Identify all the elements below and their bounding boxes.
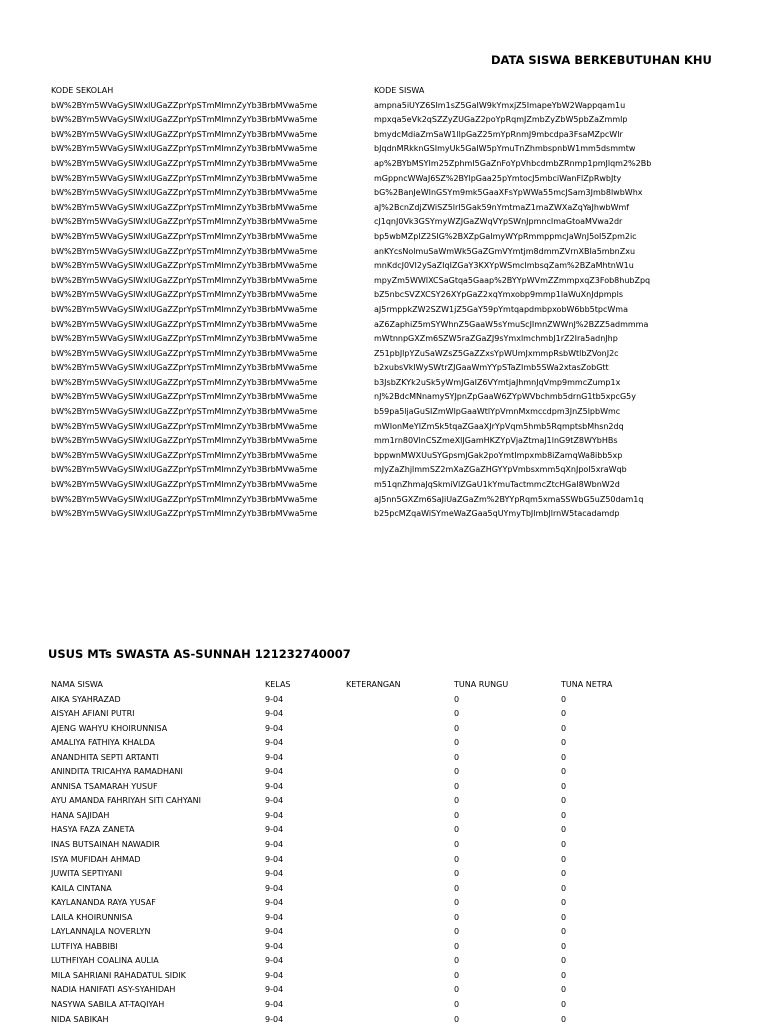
table-row bbox=[51, 693, 671, 708]
cell-nama-siswa: ANNISA TSAMARAH YUSUF bbox=[51, 781, 158, 791]
cell-tuna-netra: 0 bbox=[561, 898, 567, 908]
kode-siswa-cell: cJ1qnJ0Vk3GSYmyWZJGaZWqVYpSWnJpmncImaGtoaMVwa2dr bbox=[374, 217, 623, 227]
cell-tuna-netra: 0 bbox=[561, 723, 567, 733]
table-row bbox=[51, 867, 671, 882]
cell-nama-siswa: HASYA FAZA ZANETA bbox=[51, 825, 135, 835]
header-tuna-netra: TUNA NETRA bbox=[561, 680, 613, 689]
kode-siswa-cell: mJyZaZhjlmmSZ2mXaZGaZHGYYpVmbsxmm5qXnJpoI5xraWqb bbox=[374, 465, 627, 475]
cell-tuna-rungu: 0 bbox=[454, 883, 460, 893]
kode-sekolah-cell: bW%2BYm5WVaGySIWxlUGaZZprYpSTmMImnZyYb3BrbMVwa5me bbox=[51, 158, 318, 168]
cell-kelas: 9-04 bbox=[265, 927, 284, 937]
cell-kelas: 9-04 bbox=[265, 723, 284, 733]
cell-tuna-netra: 0 bbox=[561, 796, 567, 806]
cell-keterangan bbox=[346, 794, 454, 809]
table-row bbox=[51, 896, 671, 911]
student-table-header-row bbox=[51, 678, 671, 693]
cell-nama-siswa: LAILA KHOIRUNNISA bbox=[51, 912, 133, 922]
cell-keterangan bbox=[346, 823, 454, 838]
cell-nama-siswa: AISYAH AFIANI PUTRI bbox=[51, 709, 135, 719]
cell-keterangan bbox=[346, 780, 454, 795]
kode-sekolah-cell: bW%2BYm5WVaGySIWxlUGaZZprYpSTmMImnZyYb3BrbMVwa5me bbox=[51, 465, 318, 475]
kode-siswa-cell: m51qnZhmaJqSkmiVlZGaU1kYmuTactmmcZtcHGaI8WbnW2d bbox=[374, 480, 620, 490]
kode-sekolah-cell: bW%2BYm5WVaGySIWxlUGaZZprYpSTmMImnZyYb3BrbMVwa5me bbox=[51, 144, 318, 154]
kode-siswa-cell: b3JsbZKYk2uSk5yWmJGaIZ6VYmtjaJhmnJqVmp9mmcZump1x bbox=[374, 377, 621, 387]
kode-sekolah-cell: bW%2BYm5WVaGySIWxlUGaZZprYpSTmMImnZyYb3BrbMVwa5me bbox=[51, 290, 318, 300]
cell-tuna-netra: 0 bbox=[561, 854, 567, 864]
kode-sekolah-cell: bW%2BYm5WVaGySIWxlUGaZZprYpSTmMImnZyYb3BrbMVwa5me bbox=[51, 246, 318, 256]
kode-sekolah-cell: bW%2BYm5WVaGySIWxlUGaZZprYpSTmMImnZyYb3BrbMVwa5me bbox=[51, 392, 318, 402]
cell-tuna-netra: 0 bbox=[561, 956, 567, 966]
table-row bbox=[51, 911, 671, 926]
table-row bbox=[51, 722, 671, 737]
kode-sekolah-list bbox=[51, 99, 351, 522]
cell-keterangan bbox=[346, 867, 454, 882]
table-row bbox=[51, 751, 671, 766]
cell-tuna-netra: 0 bbox=[561, 781, 567, 791]
table-row bbox=[51, 940, 671, 955]
cell-tuna-netra: 0 bbox=[561, 927, 567, 937]
cell-keterangan bbox=[346, 998, 454, 1013]
document-title: DATA SISWA BERKEBUTUHAN KHU bbox=[491, 53, 712, 67]
kode-sekolah-cell: bW%2BYm5WVaGySIWxlUGaZZprYpSTmMImnZyYb3BrbMVwa5me bbox=[51, 319, 318, 329]
cell-kelas: 9-04 bbox=[265, 810, 284, 820]
table-row bbox=[51, 925, 671, 940]
kode-siswa-column bbox=[374, 84, 704, 522]
kode-sekolah-cell: bW%2BYm5WVaGySIWxlUGaZZprYpSTmMImnZyYb3BrbMVwa5me bbox=[51, 202, 318, 212]
cell-tuna-netra: 0 bbox=[561, 1000, 567, 1010]
cell-kelas: 9-04 bbox=[265, 854, 284, 864]
kode-siswa-cell: ampna5iUYZ6SIm1sZ5GaIW9kYmxjZ5ImapeYbW2Wappqam1u bbox=[374, 100, 626, 110]
cell-keterangan bbox=[346, 736, 454, 751]
kode-sekolah-cell: bW%2BYm5WVaGySIWxlUGaZZprYpSTmMImnZyYb3BrbMVwa5me bbox=[51, 100, 318, 110]
kode-siswa-cell: bJqdnMRkknGSImyUk5GaIW5pYmuTnZhmbspnbW1mm5dsmmtw bbox=[374, 144, 636, 154]
cell-tuna-netra: 0 bbox=[561, 810, 567, 820]
cell-tuna-rungu: 0 bbox=[454, 694, 460, 704]
cell-kelas: 9-04 bbox=[265, 694, 284, 704]
cell-tuna-rungu: 0 bbox=[454, 854, 460, 864]
cell-tuna-rungu: 0 bbox=[454, 912, 460, 922]
table-row bbox=[51, 780, 671, 795]
header-tuna-rungu: TUNA RUNGU bbox=[454, 680, 509, 689]
cell-keterangan bbox=[346, 911, 454, 926]
table-row bbox=[51, 983, 671, 998]
kode-sekolah-cell: bW%2BYm5WVaGySIWxlUGaZZprYpSTmMImnZyYb3BrbMVwa5me bbox=[51, 173, 318, 183]
cell-tuna-rungu: 0 bbox=[454, 985, 460, 995]
cell-kelas: 9-04 bbox=[265, 1014, 284, 1024]
cell-nama-siswa: AIKA SYAHRAZAD bbox=[51, 694, 121, 704]
cell-tuna-netra: 0 bbox=[561, 883, 567, 893]
table-row bbox=[51, 882, 671, 897]
kode-siswa-cell: Z51pbJlpYZuSaWZsZ5GaZZxsYpWUmJxmmpRsbWtlbZVonJ2c bbox=[374, 348, 619, 358]
cell-kelas: 9-04 bbox=[265, 883, 284, 893]
cell-keterangan bbox=[346, 838, 454, 853]
cell-nama-siswa: ANINDITA TRICAHYA RAMADHANI bbox=[51, 767, 183, 777]
cell-tuna-rungu: 0 bbox=[454, 796, 460, 806]
cell-keterangan bbox=[346, 983, 454, 998]
kode-siswa-cell: bppwnMWXUuSYGpsmJGak2poYmtImpxmb8iZamqWa8ibb5xp bbox=[374, 450, 623, 460]
kode-sekolah-cell: bW%2BYm5WVaGySIWxlUGaZZprYpSTmMImnZyYb3BrbMVwa5me bbox=[51, 348, 318, 358]
cell-nama-siswa: NIDA SABIKAH bbox=[51, 1014, 109, 1024]
cell-nama-siswa: AJENG WAHYU KHOIRUNNISA bbox=[51, 723, 168, 733]
kode-siswa-cell: ap%2BYbMSYIm25ZphmI5GaZnFoYpVhbcdmbZRnmp1pmJlqm2%2Bb bbox=[374, 158, 652, 168]
cell-keterangan bbox=[346, 809, 454, 824]
cell-nama-siswa: INAS BUTSAINAH NAWADIR bbox=[51, 840, 160, 850]
student-table bbox=[51, 678, 671, 1024]
kode-siswa-header: KODE SISWA bbox=[374, 86, 425, 95]
cell-tuna-rungu: 0 bbox=[454, 970, 460, 980]
kode-siswa-cell: bp5wbMZpIZ2SIG%2BXZpGaImyWYpRmmppmcJaWnJ5oI5Zpm2ic bbox=[374, 231, 637, 241]
table-row bbox=[51, 707, 671, 722]
cell-tuna-rungu: 0 bbox=[454, 810, 460, 820]
cell-kelas: 9-04 bbox=[265, 869, 284, 879]
cell-nama-siswa: NADIA HANIFATI ASY-SYAHIDAH bbox=[51, 985, 176, 995]
cell-tuna-netra: 0 bbox=[561, 767, 567, 777]
cell-nama-siswa: AYU AMANDA FAHRIYAH SITI CAHYANI bbox=[51, 796, 201, 806]
kode-sekolah-cell: bW%2BYm5WVaGySIWxlUGaZZprYpSTmMImnZyYb3BrbMVwa5me bbox=[51, 436, 318, 446]
cell-keterangan bbox=[346, 925, 454, 940]
kode-siswa-cell: aJ5nn5GXZm6SaJiUaZGaZm%2BYYpRqm5xmaSSWbG5uZ50dam1q bbox=[374, 494, 644, 504]
kode-sekolah-cell: bW%2BYm5WVaGySIWxlUGaZZprYpSTmMImnZyYb3BrbMVwa5me bbox=[51, 275, 318, 285]
cell-kelas: 9-04 bbox=[265, 709, 284, 719]
cell-tuna-netra: 0 bbox=[561, 738, 567, 748]
cell-tuna-netra: 0 bbox=[561, 912, 567, 922]
kode-sekolah-cell: bW%2BYm5WVaGySIWxlUGaZZprYpSTmMImnZyYb3BrbMVwa5me bbox=[51, 231, 318, 241]
cell-keterangan bbox=[346, 896, 454, 911]
header-keterangan: KETERANGAN bbox=[346, 680, 401, 689]
cell-keterangan bbox=[346, 940, 454, 955]
header-nama-siswa: NAMA SISWA bbox=[51, 680, 103, 689]
kode-siswa-cell: mWIonMeYIZmSk5tqaZGaaXJrYpVqm5hmb5RqmptsbMhsn2dq bbox=[374, 421, 624, 431]
kode-siswa-list bbox=[374, 99, 704, 522]
cell-tuna-rungu: 0 bbox=[454, 709, 460, 719]
cell-keterangan bbox=[346, 693, 454, 708]
cell-kelas: 9-04 bbox=[265, 825, 284, 835]
table-row bbox=[51, 969, 671, 984]
cell-nama-siswa: KAYLANANDA RAYA YUSAF bbox=[51, 898, 156, 908]
cell-kelas: 9-04 bbox=[265, 767, 284, 777]
table-row bbox=[51, 954, 671, 969]
cell-tuna-rungu: 0 bbox=[454, 1000, 460, 1010]
kode-sekolah-cell: bW%2BYm5WVaGySIWxlUGaZZprYpSTmMImnZyYb3BrbMVwa5me bbox=[51, 129, 318, 139]
kode-siswa-cell: mWtnnpGXZm6SZW5raZGaZJ9sYmxlmchmbJ1rZ2Ira5adnJhp bbox=[374, 334, 618, 344]
cell-nama-siswa: MILA SAHRIANI RAHADATUL SIDIK bbox=[51, 970, 186, 980]
cell-nama-siswa: LUTFIYA HABBIBI bbox=[51, 941, 118, 951]
table-row bbox=[51, 794, 671, 809]
kode-siswa-cell: aZ6ZaphiZ5mSYWhnZ5GaaW5sYmuScJImnZWWnJ%2BZZ5admmma bbox=[374, 319, 649, 329]
cell-tuna-rungu: 0 bbox=[454, 898, 460, 908]
cell-tuna-rungu: 0 bbox=[454, 869, 460, 879]
kode-sekolah-cell: bW%2BYm5WVaGySIWxlUGaZZprYpSTmMImnZyYb3BrbMVwa5me bbox=[51, 450, 318, 460]
kode-sekolah-cell: bW%2BYm5WVaGySIWxlUGaZZprYpSTmMImnZyYb3BrbMVwa5me bbox=[51, 115, 318, 125]
kode-siswa-cell: anKYcsNolmuSaWmWk5GaZGmVYmtjm8dmmZVrnXBIa5mbnZxu bbox=[374, 246, 636, 256]
kode-siswa-cell: aJ5rmppkZW2SZW1jZ5GaY59pYmtqapdmbpxobW6bb5tpcWma bbox=[374, 304, 628, 314]
cell-keterangan bbox=[346, 765, 454, 780]
cell-nama-siswa: JUWITA SEPTIYANI bbox=[51, 869, 123, 879]
cell-keterangan bbox=[346, 751, 454, 766]
cell-kelas: 9-04 bbox=[265, 941, 284, 951]
cell-tuna-rungu: 0 bbox=[454, 781, 460, 791]
kode-sekolah-cell: bW%2BYm5WVaGySIWxlUGaZZprYpSTmMImnZyYb3BrbMVwa5me bbox=[51, 480, 318, 490]
kode-sekolah-cell: bW%2BYm5WVaGySIWxlUGaZZprYpSTmMImnZyYb3BrbMVwa5me bbox=[51, 377, 318, 387]
cell-nama-siswa: AMALIYA FATHIYA KHALDA bbox=[51, 738, 155, 748]
kode-sekolah-cell: bW%2BYm5WVaGySIWxlUGaZZprYpSTmMImnZyYb3BrbMVwa5me bbox=[51, 261, 318, 271]
kode-siswa-cell: bmydcMdiaZmSaW1llpGaZ25mYpRnmJ9mbcdpa3FsaMZpcWlr bbox=[374, 129, 623, 139]
cell-tuna-rungu: 0 bbox=[454, 840, 460, 850]
cell-tuna-rungu: 0 bbox=[454, 956, 460, 966]
cell-nama-siswa: HANA SAJIDAH bbox=[51, 810, 110, 820]
cell-tuna-rungu: 0 bbox=[454, 825, 460, 835]
cell-tuna-rungu: 0 bbox=[454, 767, 460, 777]
cell-keterangan bbox=[346, 722, 454, 737]
cell-tuna-netra: 0 bbox=[561, 840, 567, 850]
cell-nama-siswa: LAYLANNAJLA NOVERLYN bbox=[51, 927, 151, 937]
cell-nama-siswa: ISYA MUFIDAH AHMAD bbox=[51, 854, 141, 864]
table-row bbox=[51, 853, 671, 868]
cell-kelas: 9-04 bbox=[265, 738, 284, 748]
kode-siswa-cell: bZ5nbcSVZXCSY26XYpGaZ2xqYmxobp9mmp1laWuXnJdpmpls bbox=[374, 290, 623, 300]
cell-tuna-netra: 0 bbox=[561, 970, 567, 980]
cell-keterangan bbox=[346, 853, 454, 868]
kode-sekolah-cell: bW%2BYm5WVaGySIWxlUGaZZprYpSTmMImnZyYb3BrbMVwa5me bbox=[51, 421, 318, 431]
cell-kelas: 9-04 bbox=[265, 1000, 284, 1010]
cell-tuna-rungu: 0 bbox=[454, 1014, 460, 1024]
cell-tuna-rungu: 0 bbox=[454, 738, 460, 748]
kode-siswa-cell: nJ%2BdcMNnamySYJpnZpGaaW6ZYpWVbchmb5drnG1tb5xpcG5y bbox=[374, 392, 636, 402]
kode-sekolah-column bbox=[51, 84, 351, 522]
kode-siswa-cell: mm1rn80VlnCSZmeXlJGamHKZYpVjaZtmaJ1lnG9tZ8WYbHBs bbox=[374, 436, 618, 446]
kode-siswa-cell: bG%2BanJeWInGSYm9mk5GaaXFsYpWWa55mcJSam3Jmb8lwbWhx bbox=[374, 188, 643, 198]
kode-siswa-cell: mGppncWWaJ6SZ%2BYlpGaa25pYmtocJ5mbciWanFlZpRwbJty bbox=[374, 173, 622, 183]
cell-keterangan bbox=[346, 969, 454, 984]
cell-kelas: 9-04 bbox=[265, 752, 284, 762]
kode-siswa-cell: aJ%2BcnZdjZWiSZ5lrI5Gak59nYmtmaZ1maZWXaZqYaJhwbWmf bbox=[374, 202, 630, 212]
cell-keterangan bbox=[346, 707, 454, 722]
kode-sekolah-cell: bW%2BYm5WVaGySIWxlUGaZZprYpSTmMImnZyYb3BrbMVwa5me bbox=[51, 334, 318, 344]
table-row bbox=[51, 809, 671, 824]
cell-nama-siswa: LUTHFIYAH COALINA AULIA bbox=[51, 956, 159, 966]
cell-nama-siswa: NASYWA SABILA AT-TAQIYAH bbox=[51, 1000, 165, 1010]
kode-sekolah-cell: bW%2BYm5WVaGySIWxlUGaZZprYpSTmMImnZyYb3BrbMVwa5me bbox=[51, 494, 318, 504]
cell-kelas: 9-04 bbox=[265, 985, 284, 995]
kode-siswa-cell: b59pa5ljaGuSIZmWlpGaaWtlYpVmnMxmccdpm3JnZ5lpbWmc bbox=[374, 407, 621, 417]
cell-tuna-netra: 0 bbox=[561, 985, 567, 995]
kode-sekolah-header: KODE SEKOLAH bbox=[51, 86, 114, 95]
cell-kelas: 9-04 bbox=[265, 956, 284, 966]
kode-siswa-cell: mpyZm5WWIXCSaGtqa5Gaap%2BYYpWVmZZmmpxqZ3Fob8hubZpq bbox=[374, 275, 651, 285]
cell-tuna-netra: 0 bbox=[561, 869, 567, 879]
kode-sekolah-cell: bW%2BYm5WVaGySIWxlUGaZZprYpSTmMImnZyYb3BrbMVwa5me bbox=[51, 363, 318, 373]
cell-kelas: 9-04 bbox=[265, 781, 284, 791]
cell-tuna-netra: 0 bbox=[561, 825, 567, 835]
cell-tuna-netra: 0 bbox=[561, 709, 567, 719]
cell-tuna-netra: 0 bbox=[561, 1014, 567, 1024]
cell-keterangan bbox=[346, 882, 454, 897]
cell-kelas: 9-04 bbox=[265, 912, 284, 922]
cell-tuna-netra: 0 bbox=[561, 694, 567, 704]
cell-kelas: 9-04 bbox=[265, 840, 284, 850]
cell-tuna-netra: 0 bbox=[561, 941, 567, 951]
header-kelas: KELAS bbox=[265, 680, 291, 689]
cell-kelas: 9-04 bbox=[265, 970, 284, 980]
table-row bbox=[51, 838, 671, 853]
kode-sekolah-cell: bW%2BYm5WVaGySIWxlUGaZZprYpSTmMImnZyYb3BrbMVwa5me bbox=[51, 217, 318, 227]
kode-siswa-cell: b2xubsVkIWySWtrZJGaaWmYYpSTaZImb5SWa2xtasZobGtt bbox=[374, 363, 609, 373]
cell-tuna-rungu: 0 bbox=[454, 723, 460, 733]
cell-tuna-netra: 0 bbox=[561, 752, 567, 762]
kode-siswa-cell: mpxqa5eVk2qSZZyZUGaZ2poYpRqmJZmbZyZbW5pbZaZmmlp bbox=[374, 115, 628, 125]
cell-nama-siswa: ANANDHITA SEPTI ARTANTI bbox=[51, 752, 159, 762]
kode-sekolah-cell: bW%2BYm5WVaGySIWxlUGaZZprYpSTmMImnZyYb3BrbMVwa5me bbox=[51, 407, 318, 417]
kode-sekolah-cell: bW%2BYm5WVaGySIWxlUGaZZprYpSTmMImnZyYb3BrbMVwa5me bbox=[51, 509, 318, 519]
cell-nama-siswa: KAILA CINTANA bbox=[51, 883, 112, 893]
cell-keterangan bbox=[346, 954, 454, 969]
cell-kelas: 9-04 bbox=[265, 898, 284, 908]
cell-keterangan bbox=[346, 1013, 454, 1024]
cell-tuna-rungu: 0 bbox=[454, 927, 460, 937]
student-table-body bbox=[51, 693, 671, 1024]
kode-sekolah-cell: bW%2BYm5WVaGySIWxlUGaZZprYpSTmMImnZyYb3BrbMVwa5me bbox=[51, 188, 318, 198]
section-title: USUS MTs SWASTA AS-SUNNAH 121232740007 bbox=[48, 647, 351, 661]
kode-siswa-cell: mnKdcJ0VI2ySaZIqIZGaY3KXYpWSmcImbsqZam%2BZaMhtnW1u bbox=[374, 261, 634, 271]
table-row bbox=[51, 998, 671, 1013]
cell-tuna-rungu: 0 bbox=[454, 752, 460, 762]
kode-sekolah-cell: bW%2BYm5WVaGySIWxlUGaZZprYpSTmMImnZyYb3BrbMVwa5me bbox=[51, 304, 318, 314]
kode-siswa-cell: b25pcMZqaWiSYmeWaZGaa5qUYmyTbJlmbJlrnW5tacadamdp bbox=[374, 509, 620, 519]
table-row bbox=[51, 823, 671, 838]
cell-kelas: 9-04 bbox=[265, 796, 284, 806]
table-row bbox=[51, 765, 671, 780]
table-row bbox=[51, 1013, 671, 1024]
cell-tuna-rungu: 0 bbox=[454, 941, 460, 951]
table-row bbox=[51, 736, 671, 751]
